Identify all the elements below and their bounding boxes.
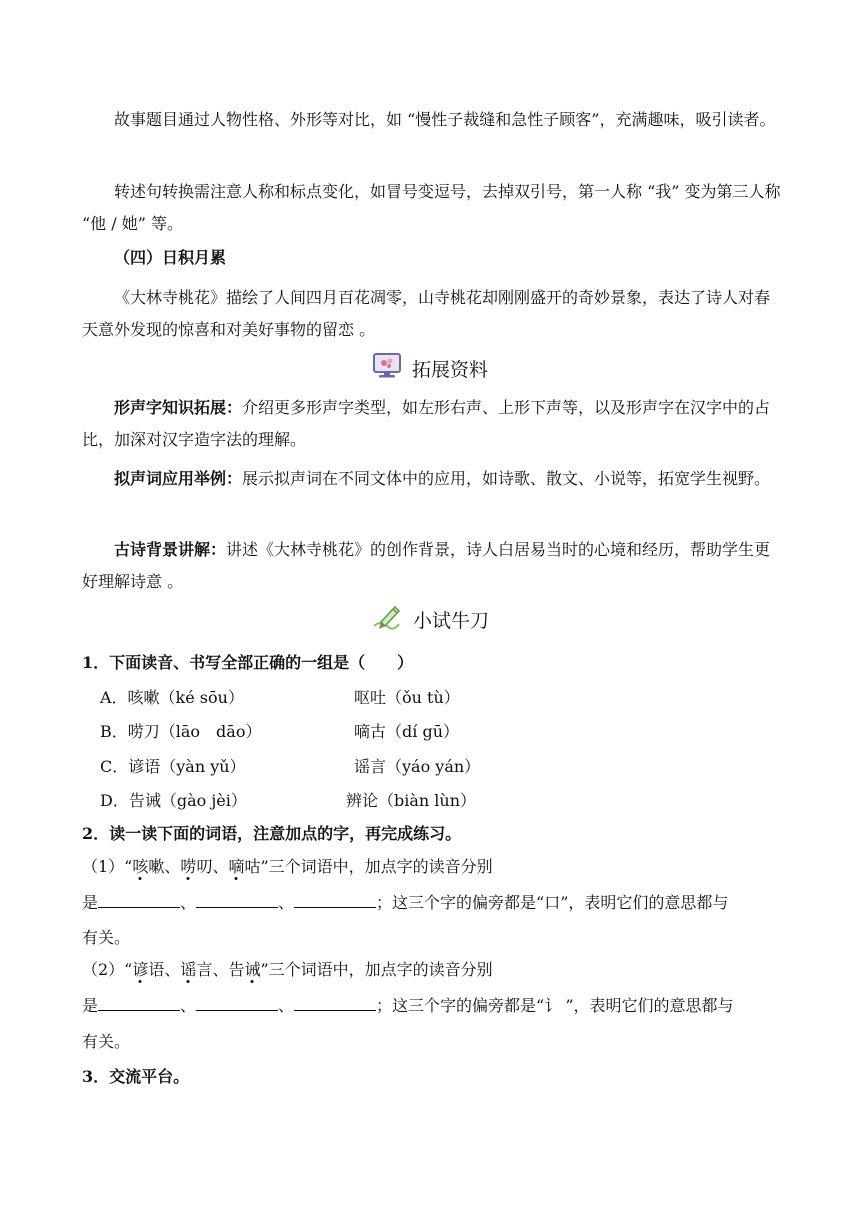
word-char: 嗽 — [148, 857, 165, 876]
answer-blank[interactable] — [196, 891, 278, 908]
separator: 、 — [278, 996, 295, 1015]
line-end: ；这三个字的偏旁都是“讠 ”，表明它们的意思都与 — [376, 996, 734, 1015]
dotted-char: 谣 — [180, 960, 197, 979]
section-title-extension: 拓展资料 — [411, 358, 488, 381]
answer-blank[interactable] — [98, 994, 180, 1011]
ext-text-background: 讲述《大林寺桃花》的创作背景，诗人白居易当时的心境和经历，帮助学生更好理解诗意 。 — [82, 540, 771, 591]
option-d-word1: D．告诫（gào jèi） — [100, 791, 247, 810]
dotted-char: 谚 — [132, 960, 149, 979]
paragraph-ext-phonetic — [82, 392, 782, 456]
separator: 、 — [212, 857, 229, 876]
separator: 、 — [180, 996, 197, 1015]
word-char: 叨 — [196, 857, 213, 876]
question-2-sub2-line1 — [82, 958, 493, 982]
answer-blank[interactable] — [294, 994, 376, 1011]
paragraph-ext-poem-background — [82, 534, 782, 598]
question-2-sub1-line1 — [82, 855, 493, 879]
ext-label-background: 古诗背景讲解： — [114, 540, 227, 559]
word-char: 告 — [228, 960, 245, 979]
paragraph-poem: 《大林寺桃花》描绘了人间四月百花凋零，山寺桃花却刚刚盛开的奇妙景象，表达了诗人对春天意外发现的惊喜和对美好事物的留恋 。 — [82, 288, 771, 339]
separator: 、 — [278, 893, 295, 912]
answer-blank[interactable] — [294, 891, 376, 908]
dotted-char: 唠 — [180, 857, 197, 876]
ext-label-onomatopoeia: 拟声词应用举例： — [114, 469, 243, 488]
answer-blank[interactable] — [196, 994, 278, 1011]
question-2-sub1-line2 — [82, 891, 728, 915]
question-2-sub2-line3: 有关。 — [82, 1032, 131, 1051]
answer-blank[interactable] — [98, 891, 180, 908]
separator: 、 — [212, 960, 229, 979]
pen-writing-icon — [371, 602, 403, 636]
option-a-word2: 呕吐（ǒu tù） — [354, 688, 460, 707]
paragraph-ext-onomatopoeia — [82, 463, 782, 495]
option-c-word1: C．谚语（yàn yǔ） — [100, 757, 246, 776]
option-d-word2: 辨论（biàn lùn） — [346, 791, 477, 810]
word-char: 语 — [148, 960, 165, 979]
option-a-word1: A．咳嗽（ké sōu） — [100, 688, 244, 707]
sub1-suffix: ”三个词语中，加点字的读音分别 — [260, 857, 493, 876]
line-end: ；这三个字的偏旁都是“口”，表明它们的意思都与 — [376, 893, 729, 912]
question-1-stem: 1．下面读音、书写全部正确的一组是（ ） — [82, 653, 414, 672]
section-practice-header — [0, 602, 860, 636]
question-2-sub2-line2 — [82, 994, 734, 1018]
ext-text-phonetic: 介绍更多形声字类型，如左形右声、上形下声等，以及形声字在汉字中的占比，加深对汉字造字法的理解。 — [82, 398, 771, 449]
heading-daily-accumulation: （四）日积月累 — [114, 248, 227, 267]
sub2-prefix: （2）“ — [82, 960, 133, 979]
dotted-char: 咳 — [132, 857, 149, 876]
section-title-practice: 小试牛刀 — [412, 609, 489, 632]
separator: 、 — [164, 857, 181, 876]
question-2-sub1-line3: 有关。 — [82, 928, 131, 947]
dotted-char: 嘀 — [228, 857, 245, 876]
word-char: 咕 — [244, 857, 261, 876]
line-start: 是 — [82, 893, 99, 912]
option-b-word1: B．唠刀（lāo dāo） — [100, 722, 262, 741]
word-char: 言 — [196, 960, 213, 979]
option-c-word2: 谣言（yáo yán） — [354, 757, 481, 776]
sub2-suffix: ”三个词语中，加点字的读音分别 — [260, 960, 493, 979]
option-b-word2: 嘀古（dí gū） — [354, 722, 459, 741]
paragraph-story-title: 故事题目通过人物性格、外形等对比，如 “慢性子裁缝和急性子顾客”，充满趣味，吸引读者。 — [114, 110, 776, 129]
section-extension-header — [0, 351, 860, 385]
computer-flower-icon — [372, 352, 402, 384]
line-start: 是 — [82, 996, 99, 1015]
question-2-stem: 2．读一读下面的词语，注意加点的字，再完成练习。 — [82, 824, 462, 843]
ext-text-onomatopoeia: 展示拟声词在不同文体中的应用，如诗歌、散文、小说等，拓宽学生视野。 — [242, 469, 771, 488]
ext-label-phonetic: 形声字知识拓展： — [114, 398, 243, 417]
dotted-char: 诫 — [244, 960, 261, 979]
separator: 、 — [180, 893, 197, 912]
paragraph-indirect-speech: 转述句转换需注意人称和标点变化，如冒号变逗号，去掉双引号，第一人称 “我” 变为第三人称 “他 / 她” 等。 — [82, 182, 781, 233]
question-3-stem: 3．交流平台。 — [82, 1067, 190, 1086]
sub1-prefix: （1）“ — [82, 857, 133, 876]
separator: 、 — [164, 960, 181, 979]
